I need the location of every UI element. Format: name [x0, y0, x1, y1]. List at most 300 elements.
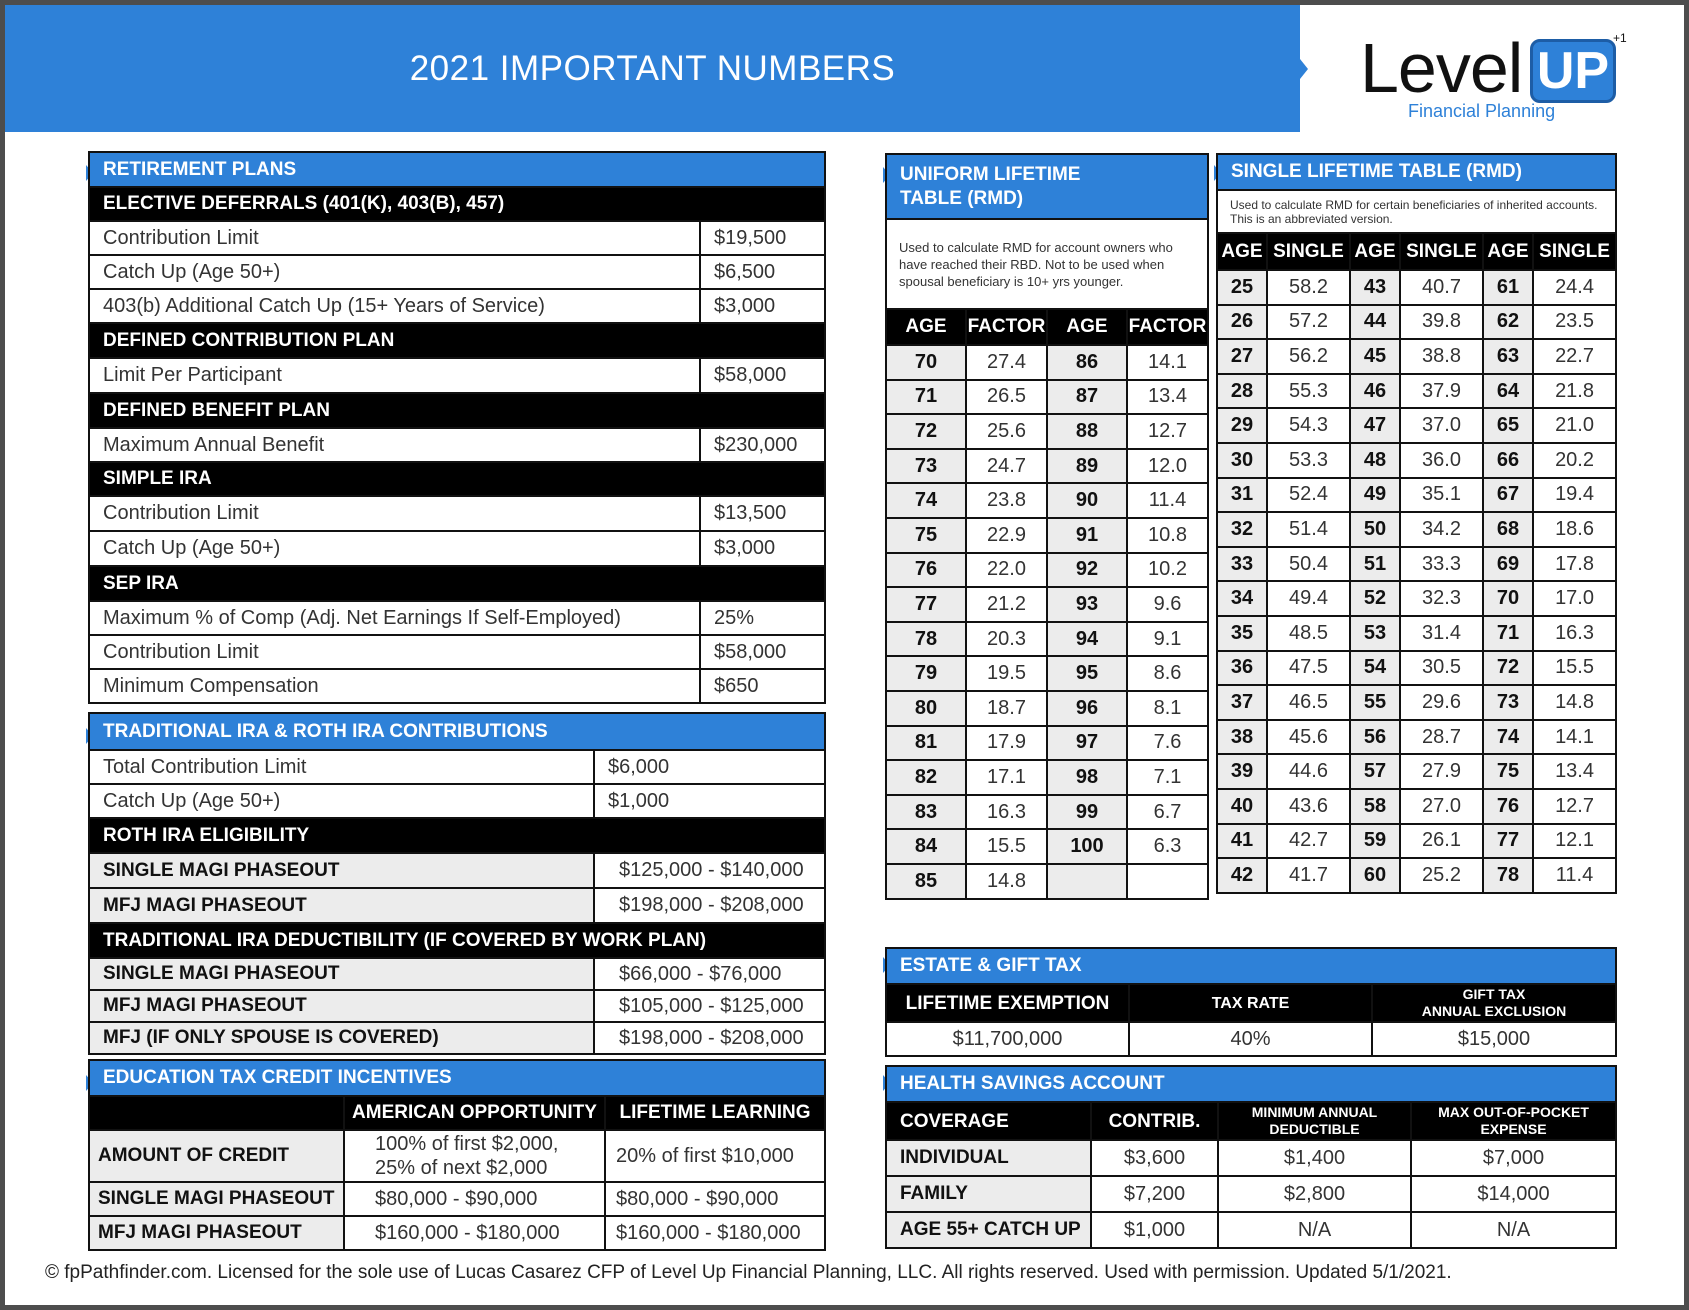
table-row: [89, 255, 825, 289]
age-cell: 77: [1483, 824, 1533, 859]
value-cell: 48.5: [1267, 616, 1350, 651]
ira-contributions-table: [88, 712, 826, 1055]
table-row: [89, 289, 825, 323]
age-cell: 55: [1350, 685, 1400, 720]
value-cell: 35.1: [1400, 478, 1483, 513]
value-cell: 15.5: [966, 829, 1047, 864]
value-cell: 50.4: [1267, 547, 1350, 582]
deductible-value: $2,800: [1218, 1176, 1411, 1212]
value-cell: 6.7: [1127, 795, 1208, 830]
table-row: [1217, 408, 1616, 443]
table-row: [89, 601, 825, 635]
subsection-title: ROTH IRA ELIGIBILITY: [89, 818, 825, 853]
age-cell: 41: [1217, 824, 1267, 859]
table-row: [886, 1140, 1616, 1176]
header-line-1: MAX OUT-OF-POCKET: [1438, 1104, 1589, 1120]
table-row: [886, 380, 1208, 415]
row-value: $58,000: [700, 358, 825, 393]
value-cell: 16.3: [966, 795, 1047, 830]
table-row: [89, 669, 825, 703]
value-cell: 32.3: [1400, 581, 1483, 616]
header-tax-rate: TAX RATE: [1129, 984, 1372, 1022]
age-cell: 62: [1483, 305, 1533, 340]
ao-line-1: 100% of first $2,000,: [375, 1133, 559, 1155]
row-label: SINGLE MAGI PHASEOUT: [89, 853, 594, 888]
age-cell: 91: [1047, 518, 1127, 553]
table-row: [89, 1022, 825, 1054]
ao-value: [344, 1130, 605, 1182]
age-cell: 87: [1047, 380, 1127, 415]
value-cell: 20.3: [966, 622, 1047, 657]
logo-up-badge: UP: [1530, 39, 1616, 103]
age-cell: 47: [1350, 408, 1400, 443]
value-cell: 25.2: [1400, 858, 1483, 893]
age-cell: 63: [1483, 339, 1533, 374]
table-row: [89, 358, 825, 393]
table-row: [886, 1022, 1616, 1056]
age-cell: 77: [886, 587, 966, 622]
table-row: [886, 518, 1208, 553]
max-oop-value: N/A: [1411, 1212, 1616, 1248]
header-coverage: COVERAGE: [886, 1102, 1091, 1140]
subsection-title: DEFINED CONTRIBUTION PLAN: [89, 323, 825, 358]
table-row: [886, 760, 1208, 795]
value-cell: 17.0: [1533, 581, 1616, 616]
header-line-2: ANNUAL EXCLUSION: [1421, 1003, 1567, 1019]
row-label: SINGLE MAGI PHASEOUT: [89, 1182, 344, 1216]
coverage-label: FAMILY: [886, 1176, 1091, 1212]
value-cell: 16.3: [1533, 616, 1616, 651]
row-label: Minimum Compensation: [89, 669, 700, 703]
row-label: Contribution Limit: [89, 496, 700, 531]
section-title: HEALTH SAVINGS ACCOUNT: [886, 1066, 1616, 1102]
value-cell: 55.3: [1267, 374, 1350, 409]
age-cell: 46: [1350, 374, 1400, 409]
value-cell: 7.6: [1127, 726, 1208, 761]
table-row: [89, 428, 825, 462]
row-value: $3,000: [700, 531, 825, 566]
age-cell: 36: [1217, 651, 1267, 686]
value-cell: 6.3: [1127, 829, 1208, 864]
value-cell: 25.6: [966, 414, 1047, 449]
header-line-1: GIFT TAX: [1462, 986, 1526, 1002]
age-cell: 95: [1047, 656, 1127, 691]
row-value: $13,500: [700, 496, 825, 531]
contrib-value: $1,000: [1091, 1212, 1218, 1248]
value-cell: 34.2: [1400, 512, 1483, 547]
value-cell: 37.0: [1400, 408, 1483, 443]
header-notch: [1300, 59, 1308, 79]
age-cell: 34: [1217, 581, 1267, 616]
header-factor: FACTOR: [1127, 309, 1208, 345]
value-cell: 10.8: [1127, 518, 1208, 553]
header-lifetime-exemption: LIFETIME EXEMPTION: [886, 984, 1129, 1022]
row-value: $125,000 - $140,000: [594, 853, 825, 888]
value-cell: 36.0: [1400, 443, 1483, 478]
subsection-title: SIMPLE IRA: [89, 462, 825, 496]
age-cell: 99: [1047, 795, 1127, 830]
education-credits-table: [88, 1059, 826, 1251]
age-cell: 30: [1217, 443, 1267, 478]
row-label: MFJ MAGI PHASEOUT: [89, 888, 594, 923]
age-cell: 57: [1350, 754, 1400, 789]
age-cell: 72: [886, 414, 966, 449]
value-cell: 13.4: [1127, 380, 1208, 415]
value-cell: 13.4: [1533, 754, 1616, 789]
row-value: $3,000: [700, 289, 825, 323]
age-cell: 31: [1217, 478, 1267, 513]
age-cell: 65: [1483, 408, 1533, 443]
value-cell: 27.0: [1400, 789, 1483, 824]
header-american-opportunity: AMERICAN OPPORTUNITY: [344, 1096, 605, 1130]
value-cell: 28.7: [1400, 720, 1483, 755]
age-cell: 38: [1217, 720, 1267, 755]
row-value: $198,000 - $208,000: [594, 1022, 825, 1054]
value-cell: 17.9: [966, 726, 1047, 761]
age-cell: 96: [1047, 691, 1127, 726]
section-title: SINGLE LIFETIME TABLE (RMD): [1217, 154, 1616, 190]
value-cell: 54.3: [1267, 408, 1350, 443]
age-cell: 75: [886, 518, 966, 553]
page: [5, 5, 1684, 1305]
value-cell: 47.5: [1267, 651, 1350, 686]
table-row: [89, 496, 825, 531]
max-oop-value: $14,000: [1411, 1176, 1616, 1212]
age-cell: 45: [1350, 339, 1400, 374]
table-row: [886, 726, 1208, 761]
value-cell: 27.9: [1400, 754, 1483, 789]
table-row: [886, 587, 1208, 622]
age-cell: 71: [886, 380, 966, 415]
value-cell: 51.4: [1267, 512, 1350, 547]
ll-value: $160,000 - $180,000: [605, 1216, 825, 1250]
retirement-plans-table: [88, 151, 826, 704]
value-cell: 11.4: [1533, 858, 1616, 893]
row-label: SINGLE MAGI PHASEOUT: [89, 958, 594, 990]
value-cell: 23.5: [1533, 305, 1616, 340]
coverage-label: AGE 55+ CATCH UP: [886, 1212, 1091, 1248]
value-cell: 12.7: [1533, 789, 1616, 824]
header-age: AGE: [886, 309, 966, 345]
table-row: [89, 1130, 825, 1182]
subsection-title: TRADITIONAL IRA DEDUCTIBILITY (IF COVERED BY WORK PLAN): [89, 923, 825, 958]
age-cell: 33: [1217, 547, 1267, 582]
age-cell: 89: [1047, 449, 1127, 484]
age-cell: 67: [1483, 478, 1533, 513]
row-label: Contribution Limit: [89, 635, 700, 669]
header-max-oop: [1411, 1102, 1616, 1140]
age-cell: 74: [886, 483, 966, 518]
value-cell: 46.5: [1267, 685, 1350, 720]
value-cell: 17.1: [966, 760, 1047, 795]
value-cell: 44.6: [1267, 754, 1350, 789]
value-cell: 18.6: [1533, 512, 1616, 547]
row-label: Maximum Annual Benefit: [89, 428, 700, 462]
table-row: [89, 1182, 825, 1216]
value-cell: 58.2: [1267, 270, 1350, 305]
annual-exclusion-value: $15,000: [1372, 1022, 1616, 1056]
value-cell: 24.7: [966, 449, 1047, 484]
estate-gift-tax-table: [885, 947, 1617, 1057]
value-cell: 8.1: [1127, 691, 1208, 726]
section-title: ESTATE & GIFT TAX: [886, 948, 1616, 984]
value-cell: 41.7: [1267, 858, 1350, 893]
row-label: Catch Up (Age 50+): [89, 784, 594, 818]
value-cell: 19.5: [966, 656, 1047, 691]
row-label: AMOUNT OF CREDIT: [89, 1130, 344, 1182]
value-cell: 53.3: [1267, 443, 1350, 478]
age-cell: 81: [886, 726, 966, 761]
value-cell: 21.8: [1533, 374, 1616, 409]
header-age: AGE: [1483, 233, 1533, 270]
row-value: $19,500: [700, 221, 825, 255]
age-cell: 78: [886, 622, 966, 657]
table-row: [89, 750, 825, 784]
value-cell: 12.7: [1127, 414, 1208, 449]
value-cell: 11.4: [1127, 483, 1208, 518]
value-cell: 31.4: [1400, 616, 1483, 651]
table-row: [89, 635, 825, 669]
row-label: Catch Up (Age 50+): [89, 255, 700, 289]
ao-value: $80,000 - $90,000: [344, 1182, 605, 1216]
header-age: AGE: [1350, 233, 1400, 270]
table-note: Used to calculate RMD for certain beneficiaries of inherited accounts. This is an abbreviated version.: [1217, 190, 1616, 233]
value-cell: 10.2: [1127, 553, 1208, 588]
hsa-table: [885, 1065, 1617, 1249]
value-cell: 7.1: [1127, 760, 1208, 795]
subsection-title: SEP IRA: [89, 566, 825, 601]
value-cell: 21.2: [966, 587, 1047, 622]
table-row: [1217, 270, 1616, 305]
age-cell: 58: [1350, 789, 1400, 824]
row-value: $230,000: [700, 428, 825, 462]
age-cell: 32: [1217, 512, 1267, 547]
table-row: [886, 795, 1208, 830]
header-line-2: EXPENSE: [1480, 1121, 1547, 1137]
age-cell: 42: [1217, 858, 1267, 893]
table-row: [886, 864, 1208, 899]
value-cell: 49.4: [1267, 581, 1350, 616]
table-row: [886, 483, 1208, 518]
table-row: [89, 1216, 825, 1250]
section-title: EDUCATION TAX CREDIT INCENTIVES: [89, 1060, 825, 1096]
logo-subtitle: Financial Planning: [1408, 101, 1556, 121]
age-cell: 75: [1483, 754, 1533, 789]
age-cell: 88: [1047, 414, 1127, 449]
value-cell: 33.3: [1400, 547, 1483, 582]
value-cell: 42.7: [1267, 824, 1350, 859]
age-cell: 80: [886, 691, 966, 726]
value-cell: 37.9: [1400, 374, 1483, 409]
section-title: RETIREMENT PLANS: [89, 152, 825, 187]
value-cell: 12.0: [1127, 449, 1208, 484]
value-cell: 15.5: [1533, 651, 1616, 686]
deductible-value: $1,400: [1218, 1140, 1411, 1176]
row-value: $650: [700, 669, 825, 703]
contrib-value: $7,200: [1091, 1176, 1218, 1212]
table-row: [1217, 651, 1616, 686]
age-cell: 74: [1483, 720, 1533, 755]
header-factor: FACTOR: [966, 309, 1047, 345]
table-row: [1217, 547, 1616, 582]
row-value: $198,000 - $208,000: [594, 888, 825, 923]
table-row: [1217, 720, 1616, 755]
value-cell: 26.1: [1400, 824, 1483, 859]
age-cell: 79: [886, 656, 966, 691]
value-cell: 18.7: [966, 691, 1047, 726]
header-contrib: CONTRIB.: [1091, 1102, 1218, 1140]
age-cell: 73: [1483, 685, 1533, 720]
age-cell: 70: [1483, 581, 1533, 616]
table-row: [1217, 512, 1616, 547]
row-label: MFJ MAGI PHASEOUT: [89, 1216, 344, 1250]
age-cell: 26: [1217, 305, 1267, 340]
table-row: [89, 221, 825, 255]
age-cell: 97: [1047, 726, 1127, 761]
value-cell: 21.0: [1533, 408, 1616, 443]
age-cell: 48: [1350, 443, 1400, 478]
age-cell: 51: [1350, 547, 1400, 582]
header-age: AGE: [1217, 233, 1267, 270]
value-cell: 14.8: [966, 864, 1047, 899]
age-cell: 44: [1350, 305, 1400, 340]
row-value: $6,000: [594, 750, 825, 784]
age-cell: 93: [1047, 587, 1127, 622]
subsection-title: ELECTIVE DEFERRALS (401(K), 403(B), 457): [89, 187, 825, 221]
header-cell-empty: [89, 1096, 344, 1130]
uniform-table-body: [886, 345, 1208, 899]
age-cell: 52: [1350, 581, 1400, 616]
subsection-title: DEFINED BENEFIT PLAN: [89, 393, 825, 428]
table-row: [886, 656, 1208, 691]
value-cell: 45.6: [1267, 720, 1350, 755]
row-label: Catch Up (Age 50+): [89, 531, 700, 566]
page-title: 2021 IMPORTANT NUMBERS: [409, 49, 896, 88]
age-cell: 50: [1350, 512, 1400, 547]
age-cell: 66: [1483, 443, 1533, 478]
value-cell: 39.8: [1400, 305, 1483, 340]
value-cell: 27.4: [966, 345, 1047, 380]
age-cell: 35: [1217, 616, 1267, 651]
coverage-label: INDIVIDUAL: [886, 1140, 1091, 1176]
age-cell: [1047, 864, 1127, 899]
contrib-value: $3,600: [1091, 1140, 1218, 1176]
value-cell: 52.4: [1267, 478, 1350, 513]
age-cell: 69: [1483, 547, 1533, 582]
value-cell: 43.6: [1267, 789, 1350, 824]
single-table-body: [1217, 270, 1616, 893]
title-line-1: UNIFORM LIFETIME: [900, 163, 1081, 185]
value-cell: 14.1: [1533, 720, 1616, 755]
uniform-lifetime-table: [885, 153, 1209, 900]
row-value: $66,000 - $76,000: [594, 958, 825, 990]
age-cell: 37: [1217, 685, 1267, 720]
logo-word: Level: [1360, 29, 1523, 107]
age-cell: 76: [1483, 789, 1533, 824]
age-cell: 92: [1047, 553, 1127, 588]
header-single: SINGLE: [1533, 233, 1616, 270]
age-cell: 85: [886, 864, 966, 899]
table-row: [1217, 789, 1616, 824]
header-single: SINGLE: [1267, 233, 1350, 270]
age-cell: 98: [1047, 760, 1127, 795]
value-cell: 38.8: [1400, 339, 1483, 374]
table-row: [886, 1212, 1616, 1248]
lifetime-exemption-value: $11,700,000: [886, 1022, 1129, 1056]
ao-line-2: 25% of next $2,000: [375, 1157, 548, 1179]
age-cell: 76: [886, 553, 966, 588]
section-title: [886, 154, 1208, 219]
value-cell: 17.8: [1533, 547, 1616, 582]
table-row: [1217, 339, 1616, 374]
deductible-value: N/A: [1218, 1212, 1411, 1248]
ao-value: $160,000 - $180,000: [344, 1216, 605, 1250]
age-cell: 43: [1350, 270, 1400, 305]
table-row: [1217, 754, 1616, 789]
value-cell: 9.6: [1127, 587, 1208, 622]
age-cell: 68: [1483, 512, 1533, 547]
age-cell: 82: [886, 760, 966, 795]
age-cell: 39: [1217, 754, 1267, 789]
ll-value: $80,000 - $90,000: [605, 1182, 825, 1216]
age-cell: 61: [1483, 270, 1533, 305]
table-row: [1217, 374, 1616, 409]
age-cell: 27: [1217, 339, 1267, 374]
age-cell: 25: [1217, 270, 1267, 305]
footer-copyright: © fpPathfinder.com. Licensed for the sole use of Lucas Casarez CFP of Level Up Financial Planning, LLC. All rights reserved. Used with permission. Updated 5/1/2021.: [45, 1262, 1452, 1283]
age-cell: 53: [1350, 616, 1400, 651]
value-cell: 26.5: [966, 380, 1047, 415]
row-value: 25%: [700, 601, 825, 635]
value-cell: 40.7: [1400, 270, 1483, 305]
value-cell: 29.6: [1400, 685, 1483, 720]
age-cell: 28: [1217, 374, 1267, 409]
age-cell: 94: [1047, 622, 1127, 657]
age-cell: 59: [1350, 824, 1400, 859]
max-oop-value: $7,000: [1411, 1140, 1616, 1176]
value-cell: 9.1: [1127, 622, 1208, 657]
table-row: [1217, 443, 1616, 478]
row-label: Contribution Limit: [89, 221, 700, 255]
age-cell: 90: [1047, 483, 1127, 518]
table-row: [886, 622, 1208, 657]
row-label: MFJ (IF ONLY SPOUSE IS COVERED): [89, 1022, 594, 1054]
table-row: [1217, 305, 1616, 340]
table-row: [89, 990, 825, 1022]
age-cell: 54: [1350, 651, 1400, 686]
value-cell: 19.4: [1533, 478, 1616, 513]
age-cell: 78: [1483, 858, 1533, 893]
table-row: [886, 1176, 1616, 1212]
value-cell: 12.1: [1533, 824, 1616, 859]
value-cell: [1127, 864, 1208, 899]
table-row: [1217, 616, 1616, 651]
age-cell: 100: [1047, 829, 1127, 864]
table-row: [1217, 478, 1616, 513]
header-min-deductible: [1218, 1102, 1411, 1140]
row-label: Limit Per Participant: [89, 358, 700, 393]
table-row: [89, 853, 825, 888]
value-cell: 22.9: [966, 518, 1047, 553]
age-cell: 29: [1217, 408, 1267, 443]
table-row: [1217, 858, 1616, 893]
age-cell: 49: [1350, 478, 1400, 513]
age-cell: 40: [1217, 789, 1267, 824]
table-row: [886, 553, 1208, 588]
header-line-2: DEDUCTIBLE: [1269, 1121, 1360, 1137]
single-lifetime-table: [1216, 153, 1617, 894]
table-row: [886, 345, 1208, 380]
